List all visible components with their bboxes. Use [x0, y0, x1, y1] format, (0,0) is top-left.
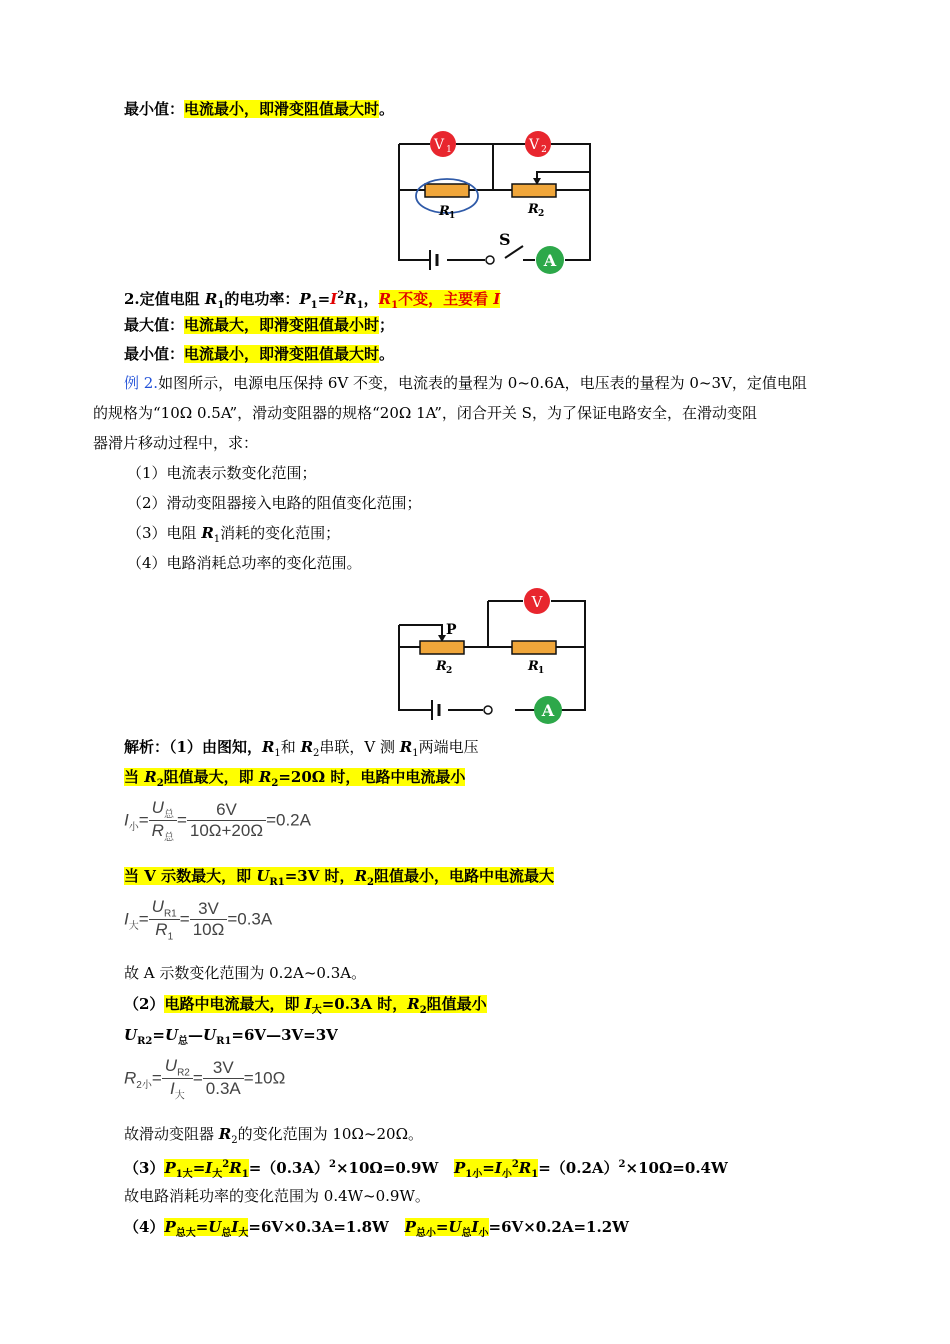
solution-step-min-current — [124, 766, 465, 795]
switch-contact — [486, 256, 494, 264]
solution-step-max-current — [124, 865, 554, 894]
highlight-text: $P_{1小}=I_小^2R_1$ — [453, 1159, 539, 1180]
label-r1-sub: 1 — [538, 666, 545, 676]
highlight-text: $P_{总大}=U_总I_大$ — [164, 1218, 249, 1239]
label-r1: R — [439, 204, 450, 219]
solution-part-2: （2）电路中电流最大，即 $I_大=0.3A$ 时，$R_2$阻值最小 — [124, 995, 487, 1016]
highlight-text: $P_{总小}=U_总I_小$ — [404, 1218, 489, 1239]
equation-max-current: $I_大=$ $\frac{U_{R1}}{R_1}$ = $\frac{3V}{10\Omega}$ =0.3A — [124, 897, 273, 943]
highlight-text: 当 $R_2$阻值最大，即 $R_2=20\Omega$ 时，电路中电流最小 — [124, 768, 466, 789]
resistor-r2 — [512, 184, 556, 197]
solution-part-4: $(4)P_{总大}=U_总I_大=6V\times 0.3A=1.8W$ $P_{总小}=U_总I_小=6V\times 0.2A=1.2W$ — [124, 1218, 630, 1239]
resistor-r2 — [420, 641, 464, 654]
conclusion-current-range: 故 A 示数变化范围为 0.2A~0.3A。 — [124, 964, 367, 982]
wires — [399, 601, 585, 710]
example-2-line-2: 的规格为“10Ω 0.5A”，滑动变阻器的规格“20Ω 1A”，闭合开关 S，为了保证电路安全，在滑动变阻 — [93, 404, 757, 422]
label-r2-sub: 2 — [538, 209, 545, 219]
wires — [399, 144, 590, 260]
ammeter — [536, 246, 564, 274]
voltmeter-v1 — [430, 131, 456, 157]
highlight-text: 电流最小，即滑变阻值最大时 — [184, 100, 380, 118]
svg-text:V: V — [531, 593, 543, 611]
example-2-line-3: 器滑片移动过程中，求： — [93, 434, 259, 452]
battery — [432, 700, 439, 720]
highlight-text: 电路中电流最大，即 $I_大=0.3A$ 时，$R_2$阻值最小 — [164, 995, 487, 1016]
equation-min-resistance: $R_{2小}=$ $\frac{U_{R2}}{I_大}$ = $\frac{3V}{0.3A}$ =10Ω — [124, 1056, 286, 1102]
highlight-text: 电流最小，即滑变阻值最大时 — [184, 345, 380, 363]
question-1: （1）电流表示数变化范围； — [127, 464, 317, 482]
line-r1-power: 2.定值电阻 $R_1$的电功率：$P_1=I^2R_1$，$R_1$不变，主要看 I — [124, 290, 501, 311]
voltmeter-v — [524, 588, 550, 614]
conclusion-resistance-range: 故滑动变阻器 $R_2$的变化范围为 10Ω~20Ω。 — [124, 1125, 424, 1146]
resistor-r1 — [425, 184, 469, 197]
svg-text:V: V — [528, 137, 540, 153]
question-2: （2）滑动变阻器接入电路的阻值变化范围； — [127, 494, 422, 512]
line-max-value: 最大值：电流最大，即滑变阻值最小时； — [124, 316, 395, 334]
label-r2: R — [436, 659, 447, 674]
label-switch: S — [499, 230, 511, 249]
label-p: P — [446, 622, 457, 638]
label-r1: R — [528, 659, 539, 674]
label-r2: R — [528, 202, 539, 217]
solution-part-3: $(3)P_{1大}=I_大^2R_1=(0.3A)^2\times 10\Omega=0.9W$ $P_{1小}=I_小^2R_1=(0.2A)^2\times 10\Omega=0.4W$ — [124, 1159, 728, 1180]
example-label: 例 2. — [124, 374, 159, 392]
battery — [430, 250, 437, 270]
highlight-text: $P_{1大}=I_大^2R_1$ — [164, 1159, 249, 1180]
question-4: （4）电路消耗总功率的变化范围。 — [127, 554, 362, 572]
label-r1-sub: 1 — [449, 211, 456, 221]
line-min-value-1: 最小值：电流最小，即滑变阻值最大时。 — [124, 100, 395, 118]
solution-voltage-r2: $U_{R2}=U_总—U_{R1}=6V—3V=3V$ — [124, 1026, 338, 1047]
voltmeter-v2 — [525, 131, 551, 157]
highlight-text: 电流最大，即滑变阻值最小时 — [184, 316, 380, 334]
circuit-diagram-1 — [385, 124, 600, 276]
svg-text:2: 2 — [541, 145, 547, 155]
highlight-text: $R_1$不变，主要看 I — [378, 290, 501, 311]
example-2-line-1: 例 2.如图所示，电源电压保持 6V 不变，电流表的量程为 0~0.6A，电压表的量程为 0~3V，定值电阻 — [124, 374, 807, 392]
ammeter — [534, 696, 562, 724]
question-3: （3）电阻 $R_1$消耗的变化范围； — [127, 524, 341, 545]
circuit-diagram-2 — [385, 585, 600, 730]
svg-text:V: V — [433, 137, 445, 153]
solution-intro: 解析：（1）由图知，$R_1$和 $R_2$串联，V 测 $R_1$两端电压 — [124, 738, 479, 759]
switch-contact — [484, 706, 492, 714]
conclusion-power-range: 故电路消耗功率的变化范围为 0.4W~0.9W。 — [124, 1187, 430, 1205]
resistor-r1 — [512, 641, 556, 654]
equation-min-current: $I_小=$ $\frac{U_总}{R_总}$ = $\frac{6V}{10\Omega+20\Omega}$ =0.2A — [124, 798, 311, 844]
highlight-text: 当 V 示数最大，即 $U_{R1}=3V$ 时，$R_2$阻值最小，电路中电流最大 — [124, 867, 555, 888]
svg-text:A: A — [543, 251, 557, 270]
line-min-value-2: 最小值：电流最小，即滑变阻值最大时。 — [124, 345, 395, 363]
label: 最小值： — [124, 100, 185, 118]
label-r2-sub: 2 — [446, 666, 453, 676]
svg-text:A: A — [541, 701, 555, 720]
svg-text:1: 1 — [446, 145, 452, 155]
